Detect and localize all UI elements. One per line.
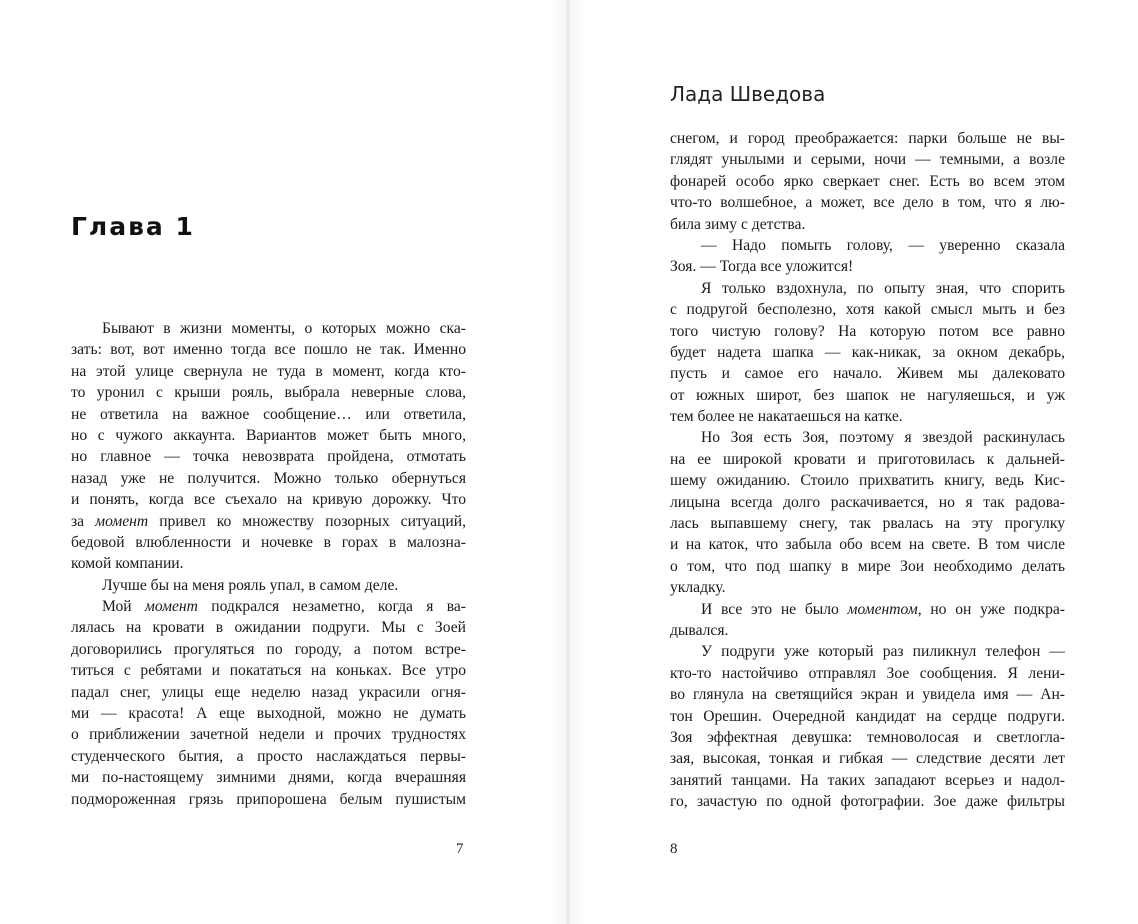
text-line (71, 682, 466, 703)
text-line (670, 406, 1065, 427)
text-line (670, 214, 1065, 235)
left-page (0, 0, 568, 924)
text-line (670, 256, 1065, 277)
text-line (670, 513, 1065, 534)
text-run: дывался. (670, 621, 729, 639)
text-run: шему ожиданию. Стоило прихватить книгу, ведь Кис- (670, 472, 1065, 490)
text-run: го, зачастую по одной фотографии. Зое даже фильтры (670, 793, 1065, 811)
text-line (71, 361, 466, 382)
text-run: комой компании. (71, 555, 184, 573)
text-run: укладку. (670, 579, 726, 597)
right-page-text (670, 128, 1065, 813)
running-head-author: Лада Шведова (670, 82, 826, 106)
text-run: — Надо помыть голову, — уверенно сказала (701, 236, 1065, 254)
text-run: подмороженная грязь припорошена белым пушистым (71, 790, 466, 808)
text-line (71, 703, 466, 724)
text-line (670, 620, 1065, 641)
text-line (71, 746, 466, 767)
text-line (670, 556, 1065, 577)
page-number-right: 8 (670, 841, 678, 857)
text-run: Мой (102, 598, 145, 616)
text-line (670, 171, 1065, 192)
text-run: о том, что под шапку в мире Зои необходимо делать (670, 557, 1065, 575)
text-line (670, 385, 1065, 406)
text-run: И все это не было (701, 600, 848, 618)
text-run: того чистую голову? На которую потом все равно (670, 322, 1065, 340)
text-run: на ее широкой кровати и приготовилась к дальней- (670, 450, 1065, 468)
text-run: назад уже не получится. Можно только обернуться (71, 469, 466, 487)
text-run: зать: вот, вот именно тогда все пошло не так. Именно (71, 341, 466, 359)
text-run: пусть и самое его начало. Живем мы далековато (670, 365, 1065, 383)
text-line (71, 425, 466, 446)
text-line (71, 446, 466, 467)
text-line (71, 382, 466, 403)
text-run: но главное — точка невозврата пройдена, отмотать (71, 448, 466, 466)
page-number-left: 7 (456, 841, 464, 857)
text-line (670, 770, 1065, 791)
text-run: занятий танцами. На таких западают всерьез и надол- (670, 771, 1065, 789)
text-line (71, 468, 466, 489)
text-line (71, 639, 466, 660)
text-run: и на каток, что забыла обо всем на свете. В том числе (670, 536, 1065, 554)
text-run: Но Зоя есть Зоя, поэтому я звездой раскинулась (701, 429, 1065, 447)
text-run: во глянула на светящийся экран и увидела имя — Ан- (670, 686, 1065, 704)
text-run: от южных широт, без шапок не нагуляешься, и уж (670, 386, 1065, 404)
text-line (71, 339, 466, 360)
text-run: и понять, когда все съехало на кривую дорожку. Что (71, 491, 466, 509)
text-run: на этой улице свернула не туда в момент, когда кто- (71, 362, 466, 380)
text-run: кто-то настойчиво отправлял Зое сообщения. Я лени- (670, 664, 1065, 682)
text-line (71, 511, 466, 532)
text-line (670, 321, 1065, 342)
text-line (670, 492, 1065, 513)
text-run: титься с ребятами и покататься на коньках. Все утро (71, 662, 466, 680)
text-run: снегом, и город преображается: парки больше не вы- (670, 130, 1065, 147)
text-run: Зоя. — Тогда все уложится! (670, 258, 854, 276)
text-line (71, 596, 466, 617)
text-line (670, 599, 1065, 620)
text-line (670, 342, 1065, 363)
left-page-text (71, 318, 466, 810)
text-run: глядят унылыми и серыми, ночи — темными, а возле (670, 151, 1065, 169)
italic-emphasis: моментом (847, 600, 918, 618)
text-run: бедовой влюбленности и ночевке в горах в малозна- (71, 533, 466, 551)
text-line (670, 684, 1065, 705)
text-run: Я только вздохнула, по опыту зная, что спорить (701, 279, 1065, 297)
right-page (568, 0, 1138, 924)
chapter-title: Глава 1 (71, 212, 195, 241)
text-run: Лучше бы на меня рояль упал, в самом деле. (102, 576, 399, 594)
text-run: зая, высокая, тонкая и гибкая — следствие десяти лет (670, 750, 1065, 768)
text-line (670, 235, 1065, 256)
text-line (670, 727, 1065, 748)
text-line (670, 577, 1065, 598)
text-run: ми — красота! А еще выходной, можно не думать (71, 705, 466, 723)
text-line (71, 789, 466, 810)
text-run: подкрался незаметно, когда я ва- (197, 598, 466, 616)
text-run: но с чужого аккаунта. Вариантов может быть много, (71, 426, 466, 444)
text-line (670, 128, 1065, 149)
text-run: падал снег, улицы еще неделю назад украсили огня- (71, 683, 466, 701)
text-run: Бывают в жизни моменты, о которых можно ска- (102, 320, 466, 337)
text-run: ми по-настоящему зимними днями, когда вчерашняя (71, 769, 466, 787)
text-run: будет надета шапка — как-никак, за окном декабрь, (670, 343, 1065, 361)
italic-emphasis: момент (95, 512, 149, 530)
text-line (670, 192, 1065, 213)
text-run: У подруги уже который раз пиликнул телефон — (701, 643, 1065, 661)
text-line (670, 663, 1065, 684)
text-line (71, 575, 466, 596)
text-line (670, 534, 1065, 555)
text-run: тон Орешин. Очередной кандидат на сердце подруги. (670, 707, 1065, 725)
text-run: с подругой бесполезно, хотя какой смысл мыть и без (670, 301, 1065, 319)
text-line (71, 617, 466, 638)
text-run: о приближении зачетной недели и прочих трудностях (71, 726, 466, 744)
text-line (71, 660, 466, 681)
text-run: привел ко множеству позорных ситуаций, (148, 512, 466, 530)
text-run: лялась на кровати в ожидании подруги. Мы с Зоей (71, 619, 466, 637)
text-line (71, 404, 466, 425)
text-line (670, 706, 1065, 727)
text-line (71, 489, 466, 510)
text-line (670, 449, 1065, 470)
text-run: то уронил с крыши рояль, выбрала неверные слова, (71, 384, 466, 402)
text-run: тем более не накатаешься на катке. (670, 408, 903, 426)
text-run: била зиму с детства. (670, 215, 806, 233)
text-run: Зоя эффектная девушка: темноволосая и светлогла- (670, 728, 1065, 746)
text-line (670, 299, 1065, 320)
italic-emphasis: момент (144, 598, 198, 616)
text-line (71, 767, 466, 788)
text-run: лась выпавшему снегу, так рвалась на эту прогулку (670, 515, 1065, 533)
text-run: что-то волшебное, а может, все дело в том, что я лю- (670, 194, 1065, 212)
text-line (71, 532, 466, 553)
text-line (670, 427, 1065, 448)
text-run: не ответила на важное сообщение… или ответила, (71, 405, 466, 423)
text-line (670, 641, 1065, 662)
text-line (71, 553, 466, 574)
text-run: фонарей особо ярко сверкает снег. Есть во всем этом (670, 172, 1065, 190)
text-run: за (71, 512, 96, 530)
text-run: лицына всегда долго раскачивается, но я так радова- (670, 493, 1065, 511)
text-run: договорились прогуляться по городу, а потом встре- (71, 640, 466, 658)
text-line (71, 724, 466, 745)
text-line (670, 791, 1065, 812)
text-run: , но он уже подкра- (917, 600, 1065, 618)
text-line (670, 278, 1065, 299)
text-line (670, 470, 1065, 491)
text-line (670, 149, 1065, 170)
text-line (670, 748, 1065, 769)
text-line (670, 363, 1065, 384)
text-run: студенческого бытия, а просто наслаждаться первы- (71, 747, 466, 765)
text-line (71, 318, 466, 339)
